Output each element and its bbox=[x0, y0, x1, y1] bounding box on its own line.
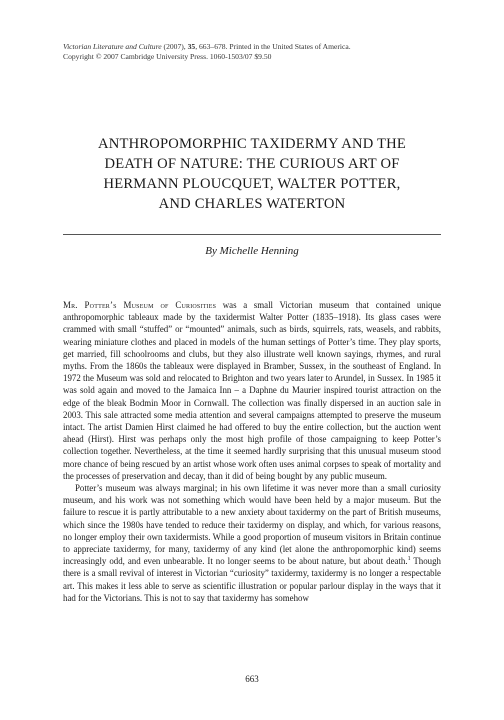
paragraph-2-tail: Though there is a small revival of interest in Victorian “curiosity” taxidermy, taxidermy is no longer a respectable art. This makes it less able to serve as scientific illustration or popular parlour display in the ways that it had for the Victorians. This is not to say that taxidermy has somehow bbox=[63, 556, 441, 603]
title-divider bbox=[63, 234, 441, 235]
paragraph-2 bbox=[63, 482, 441, 604]
lead-in: Mr. Potter’s Museum of Curiosities bbox=[63, 300, 217, 310]
citation-year: (2007), bbox=[161, 42, 188, 51]
page-number: 663 bbox=[245, 674, 259, 684]
journal-volume: 35 bbox=[187, 42, 196, 51]
paragraph-2-text: Potter’s museum was always marginal; in his own lifetime it was never more than a small curiosity museum, and his work was not something which would have been held by a major museum. But the failure to rescue it is partly attributable to a new anxiety about taxidermy on the part of British museums, which since the 1980s have tended to reduce their taxidermy on display, and which, for various reasons, no longer employ their own taxidermists. While a good proportion of museum visitors in Britain continue to appreciate taxidermy, for many, taxidermy of any kind (let alone the anthropomorphic kind) seems increasingly odd, and even unbearable. It no longer seems to be about nature, but about death. bbox=[63, 483, 441, 567]
paragraph-1 bbox=[63, 299, 441, 482]
citation-line-1 bbox=[63, 42, 441, 52]
article-body bbox=[63, 299, 441, 604]
title-line: DEATH OF NATURE: THE CURIOUS ART OF bbox=[104, 156, 400, 172]
author-byline: By Michelle Henning bbox=[205, 245, 299, 257]
citation-pages: , 663–678. Printed in the United States of America. bbox=[195, 42, 351, 51]
journal-name: Victorian Literature and Culture bbox=[63, 42, 162, 51]
title-line: HERMANN PLOUCQUET, WALTER POTTER, bbox=[103, 176, 401, 192]
paragraph-1-text: was a small Victorian museum that contained unique anthropomorphic tableaux made by the taxidermist Walter Potter (1835–1918). Its glass cases were crammed with small “stuffed” or “mounted” animals, such as birds, squirrels, rats, weasels, and rabbits, wearing miniature clothes and placed in models of the human settings of Potter’s time. They play sports, get married, fill schoolrooms and clubs, but they also illustrate well known sayings, rhymes, and rural myths. From the 1860s the tableaux were displayed in Bramber, Sussex, in the southeast of England. In 1972 the Museum was sold and relocated to Brighton and two years later to Arundel, in Sussex. In 1985 it was sold again and moved to the Jamaica Inn – a Daphne du Maurier inspired tourist attraction on the edge of the bleak Bodmin Moor in Cornwall. The collection was finally dispersed in an auction sale in 2003. This sale attracted some media attention and several campaigns attempted to preserve the museum intact. The artist Damien Hirst claimed he had offered to buy the entire collection, but the auction went ahead (Hirst). Hirst was perhaps only the most high profile of those campaigning to keep Potter’s collection together. Nevertheless, at the time it seemed hardly surprising that this unusual museum stood more chance of being rescued by an artist whose work often uses animal corpses to speak of mortality and the processes of preservation and decay, than it did of being bought by any public museum. bbox=[63, 300, 441, 481]
title-line: ANTHROPOMORPHIC TAXIDERMY AND THE bbox=[97, 136, 406, 152]
article-title bbox=[63, 134, 441, 214]
journal-citation bbox=[63, 42, 441, 62]
copyright-line: Copyright © 2007 Cambridge University Press. 1060-1503/07 $9.50 bbox=[63, 52, 272, 61]
footnote-marker[interactable]: 1 bbox=[407, 556, 411, 563]
title-line: AND CHARLES WATERTON bbox=[158, 196, 346, 212]
